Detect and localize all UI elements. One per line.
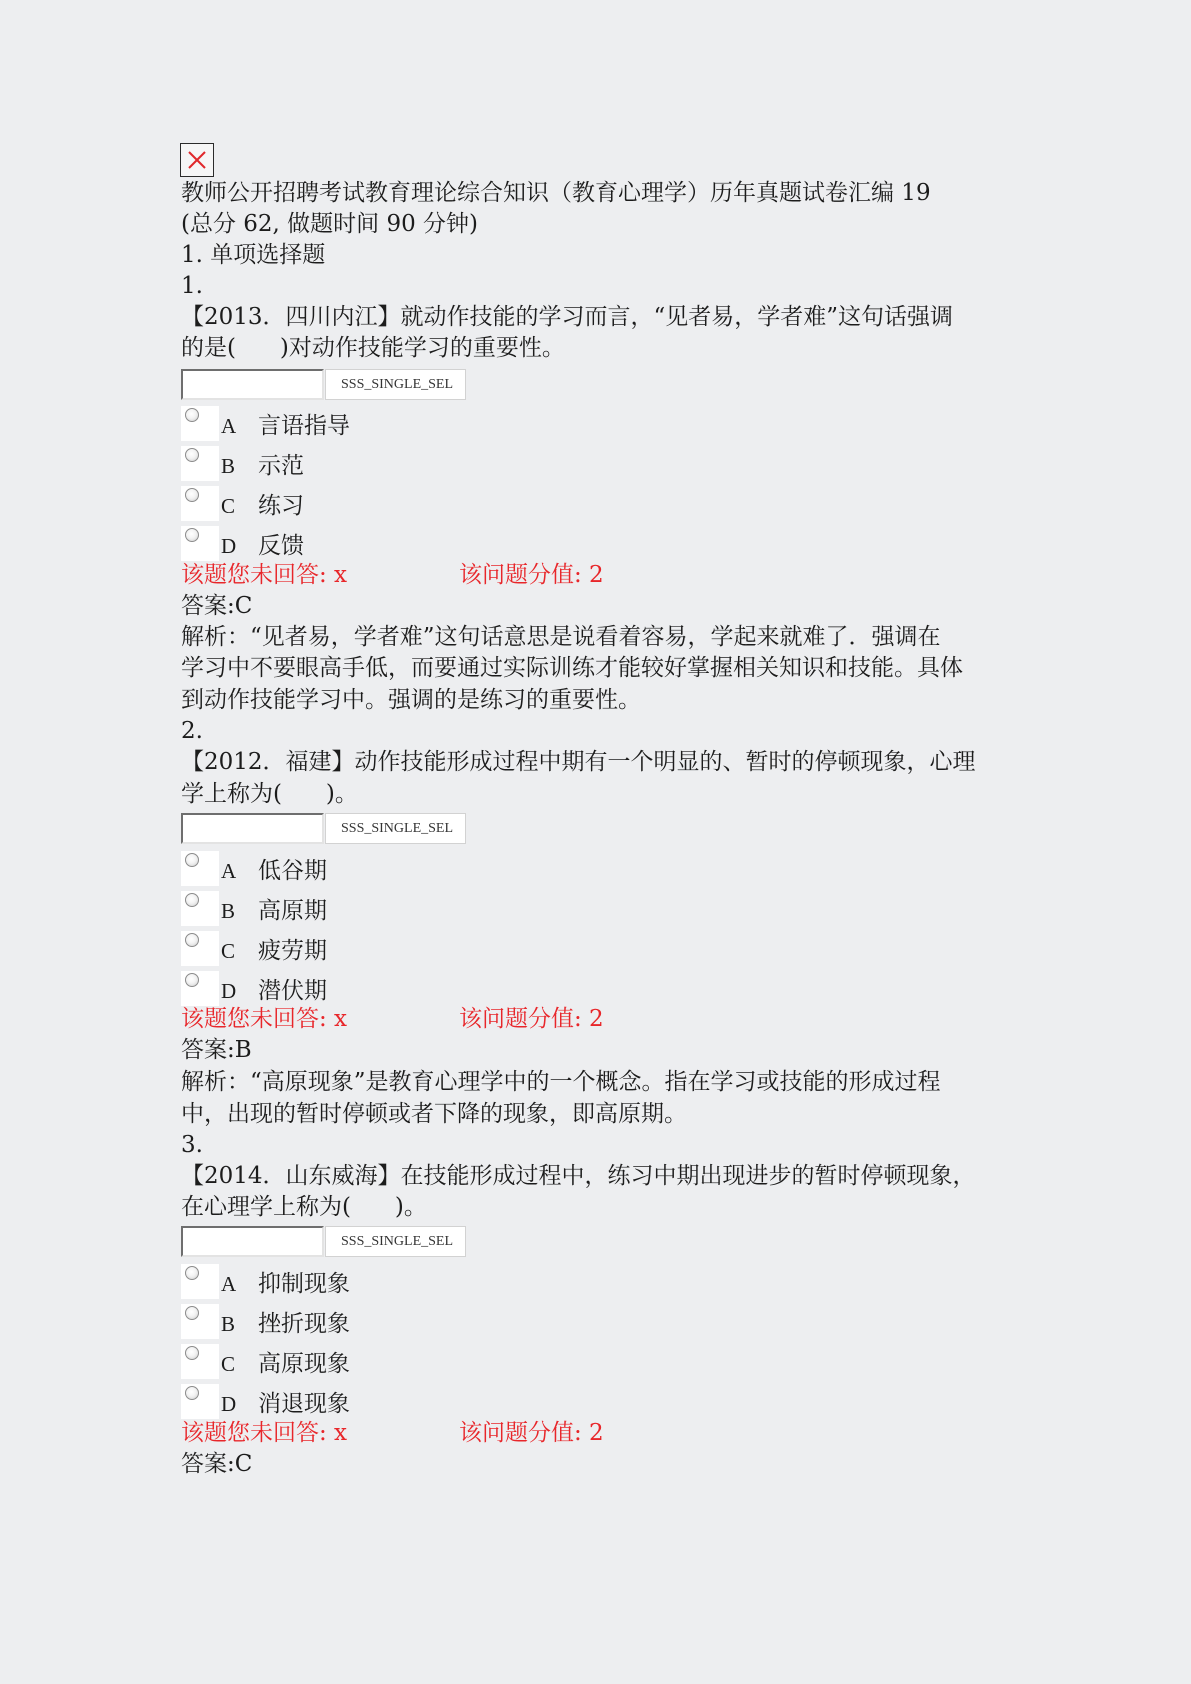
analysis-line: 解析：“见者易，学者难”这句话意思是说看着容易，学起来就难了．强调在 (181, 624, 941, 650)
question-stem-line: 学上称为( )。 (181, 781, 358, 807)
answer-key: 答案:C (181, 1451, 253, 1477)
answer-key: 答案:C (181, 593, 253, 619)
question-score: 该问题分值: 2 (459, 562, 604, 588)
radio-button[interactable] (185, 893, 199, 907)
option-letter: B (221, 899, 236, 923)
radio-button[interactable] (185, 488, 199, 502)
radio-wrapper (181, 851, 219, 886)
radio-wrapper (181, 526, 219, 561)
option-letter: A (221, 859, 237, 883)
option-letter: C (221, 1352, 236, 1376)
radio-wrapper (181, 1384, 219, 1419)
option-text: 潜伏期 (258, 978, 327, 1004)
question-number: 1. (181, 273, 203, 299)
question-stem-line: 在心理学上称为( )。 (181, 1194, 427, 1220)
question-stem-line: 【2012．福建】动作技能形成过程中期有一个明显的、暂时的停顿现象，心理 (181, 749, 976, 775)
analysis-line: 中，出现的暂时停顿或者下降的现象，即高原期。 (181, 1101, 687, 1127)
exam-meta: (总分 62, 做题时间 90 分钟) (181, 211, 479, 237)
section-title: 1. 单项选择题 (181, 242, 326, 268)
question-stem-line: 【2013．四川内江】就动作技能的学习而言，“见者易，学者难”这句话强调 (181, 304, 954, 330)
option-letter: C (221, 939, 236, 963)
option-letter: A (221, 414, 237, 438)
option-letter: A (221, 1272, 237, 1296)
option-letter: B (221, 454, 236, 478)
option-a[interactable] (181, 851, 501, 889)
single-select-field[interactable]: SSS_SINGLE_SEL (325, 369, 466, 400)
radio-button[interactable] (185, 1306, 199, 1320)
radio-wrapper (181, 406, 219, 441)
unanswered-status: 该题您未回答: x (181, 562, 348, 588)
radio-button[interactable] (185, 973, 199, 987)
radio-button[interactable] (185, 528, 199, 542)
option-text: 疲劳期 (258, 938, 327, 964)
option-letter: D (221, 534, 237, 558)
option-text: 高原现象 (258, 1351, 350, 1377)
broken-image-icon (180, 143, 214, 177)
answer-input[interactable] (181, 1226, 324, 1257)
radio-button[interactable] (185, 853, 199, 867)
answer-input[interactable] (181, 813, 324, 844)
radio-wrapper (181, 1264, 219, 1299)
radio-button[interactable] (185, 933, 199, 947)
radio-button[interactable] (185, 408, 199, 422)
radio-wrapper (181, 891, 219, 926)
option-b[interactable] (181, 1304, 501, 1342)
page-title: 教师公开招聘考试教育理论综合知识（教育心理学）历年真题试卷汇编 19 (181, 180, 931, 206)
single-select-field[interactable]: SSS_SINGLE_SEL (325, 1226, 466, 1257)
option-d[interactable] (181, 526, 501, 564)
option-text: 低谷期 (258, 858, 327, 884)
radio-button[interactable] (185, 1266, 199, 1280)
option-text: 挫折现象 (258, 1311, 350, 1337)
radio-wrapper (181, 446, 219, 481)
radio-wrapper (181, 1304, 219, 1339)
option-c[interactable] (181, 931, 501, 969)
analysis-line: 解析：“高原现象”是教育心理学中的一个概念。指在学习或技能的形成过程 (181, 1069, 941, 1095)
radio-button[interactable] (185, 1386, 199, 1400)
option-text: 练习 (258, 493, 304, 519)
unanswered-status: 该题您未回答: x (181, 1006, 348, 1032)
answer-key: 答案:B (181, 1037, 252, 1063)
option-text: 反馈 (258, 533, 304, 559)
radio-wrapper (181, 971, 219, 1006)
option-letter: C (221, 494, 236, 518)
analysis-line: 学习中不要眼高手低，而要通过实际训练才能较好掌握相关知识和技能。具体 (181, 655, 963, 681)
option-text: 示范 (258, 453, 304, 479)
question-score: 该问题分值: 2 (459, 1006, 604, 1032)
unanswered-status: 该题您未回答: x (181, 1420, 348, 1446)
option-letter: D (221, 1392, 237, 1416)
option-text: 消退现象 (258, 1391, 350, 1417)
option-b[interactable] (181, 446, 501, 484)
option-text: 高原期 (258, 898, 327, 924)
radio-wrapper (181, 931, 219, 966)
radio-wrapper (181, 486, 219, 521)
option-c[interactable] (181, 486, 501, 524)
radio-wrapper (181, 1344, 219, 1379)
radio-button[interactable] (185, 1346, 199, 1360)
question-number: 3. (181, 1132, 203, 1158)
option-d[interactable] (181, 1384, 501, 1422)
question-stem-line: 【2014．山东威海】在技能形成过程中，练习中期出现进步的暂时停顿现象， (181, 1163, 976, 1189)
option-text: 言语指导 (258, 413, 350, 439)
question-number: 2. (181, 718, 203, 744)
option-c[interactable] (181, 1344, 501, 1382)
option-letter: B (221, 1312, 236, 1336)
option-a[interactable] (181, 406, 501, 444)
radio-button[interactable] (185, 448, 199, 462)
question-score: 该问题分值: 2 (459, 1420, 604, 1446)
analysis-line: 到动作技能学习中。强调的是练习的重要性。 (181, 687, 641, 713)
option-b[interactable] (181, 891, 501, 929)
option-letter: D (221, 979, 237, 1003)
question-stem-line: 的是( )对动作技能学习的重要性。 (181, 335, 565, 361)
single-select-field[interactable]: SSS_SINGLE_SEL (325, 813, 466, 844)
answer-input[interactable] (181, 369, 324, 400)
option-text: 抑制现象 (258, 1271, 350, 1297)
option-a[interactable] (181, 1264, 501, 1302)
